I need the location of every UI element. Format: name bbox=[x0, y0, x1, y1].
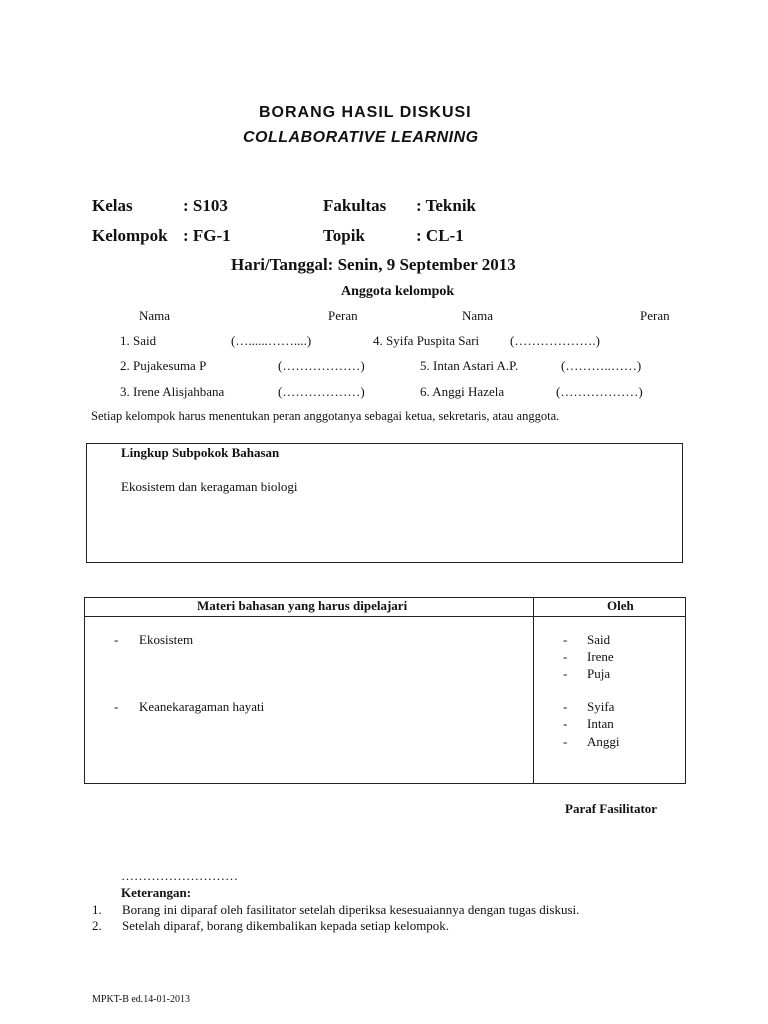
member-role: (……………….) bbox=[510, 333, 600, 348]
table-row-topic: Keanekaragaman hayati bbox=[139, 699, 265, 714]
members-heading: Anggota kelompok bbox=[341, 284, 455, 299]
fakultas-value: : Teknik bbox=[416, 196, 477, 215]
table-row-person: Puja bbox=[587, 666, 611, 681]
paraf-label: Paraf Fasilitator bbox=[565, 801, 658, 816]
person-bullet: - bbox=[563, 716, 568, 731]
table-row-person: Irene bbox=[587, 649, 614, 664]
topik-label: Topik bbox=[323, 226, 365, 245]
keterangan-label: Keterangan: bbox=[121, 885, 192, 900]
person-bullet: - bbox=[563, 632, 568, 647]
table-row-person: Syifa bbox=[587, 699, 615, 714]
topic-bullet: - bbox=[114, 699, 119, 714]
member-role: (………………) bbox=[278, 358, 365, 373]
col-nama-1: Nama bbox=[139, 308, 171, 323]
note-text: Borang ini diparaf oleh fasilitator setelah diperiksa kesesuaiannya dengan tugas diskusi. bbox=[122, 902, 580, 917]
table-header-oleh: Oleh bbox=[607, 598, 634, 613]
table-row-person: Intan bbox=[587, 716, 614, 731]
member-role: (…......……....) bbox=[231, 333, 312, 348]
member-name: 1. Said bbox=[120, 333, 157, 348]
member-role: (………..……) bbox=[561, 358, 642, 373]
table-row-topic: Ekosistem bbox=[139, 632, 194, 647]
scope-label: Lingkup Subpokok Bahasan bbox=[121, 445, 280, 460]
topik-value: : CL-1 bbox=[416, 226, 464, 245]
table-row-person: Said bbox=[587, 632, 611, 647]
person-bullet: - bbox=[563, 734, 568, 749]
table-header-divider bbox=[85, 616, 685, 617]
topic-bullet: - bbox=[114, 632, 119, 647]
member-name: 5. Intan Astari A.P. bbox=[420, 358, 519, 373]
col-peran-1: Peran bbox=[328, 308, 358, 323]
member-name: 3. Irene Alisjahbana bbox=[120, 384, 225, 399]
person-bullet: - bbox=[563, 666, 568, 681]
kelompok-value: : FG-1 bbox=[183, 226, 231, 245]
table-column-divider bbox=[533, 598, 534, 783]
table-row-person: Anggi bbox=[587, 734, 620, 749]
hari-tanggal: Hari/Tanggal: Senin, 9 September 2013 bbox=[231, 255, 516, 274]
kelas-label: Kelas bbox=[92, 196, 133, 215]
col-nama-2: Nama bbox=[462, 308, 494, 323]
member-name: 2. Pujakesuma P bbox=[120, 358, 207, 373]
member-role: (………………) bbox=[556, 384, 643, 399]
person-bullet: - bbox=[563, 699, 568, 714]
signature-line: ……………………… bbox=[121, 868, 238, 883]
note-number: 2. bbox=[92, 918, 102, 933]
members-note: Setiap kelompok harus menentukan peran anggotanya sebagai ketua, sekretaris, atau anggota. bbox=[91, 409, 560, 423]
note-number: 1. bbox=[92, 902, 102, 917]
note-text: Setelah diparaf, borang dikembalikan kepada setiap kelompok. bbox=[122, 918, 450, 933]
materi-table bbox=[84, 597, 686, 784]
kelas-value: : S103 bbox=[183, 196, 228, 215]
kelompok-label: Kelompok bbox=[92, 226, 168, 245]
fakultas-label: Fakultas bbox=[323, 196, 387, 215]
person-bullet: - bbox=[563, 649, 568, 664]
member-name: 6. Anggi Hazela bbox=[420, 384, 505, 399]
member-role: (………………) bbox=[278, 384, 365, 399]
page-title: BORANG HASIL DISKUSI bbox=[259, 104, 472, 121]
scope-content: Ekosistem dan keragaman biologi bbox=[121, 479, 298, 494]
member-name: 4. Syifa Puspita Sari bbox=[373, 333, 480, 348]
page-subtitle: COLLABORATIVE LEARNING bbox=[243, 129, 479, 146]
doc-code: MPKT-B ed.14-01-2013 bbox=[92, 994, 190, 1005]
table-header-materi: Materi bahasan yang harus dipelajari bbox=[197, 598, 408, 613]
col-peran-2: Peran bbox=[640, 308, 670, 323]
scope-box bbox=[86, 443, 683, 563]
